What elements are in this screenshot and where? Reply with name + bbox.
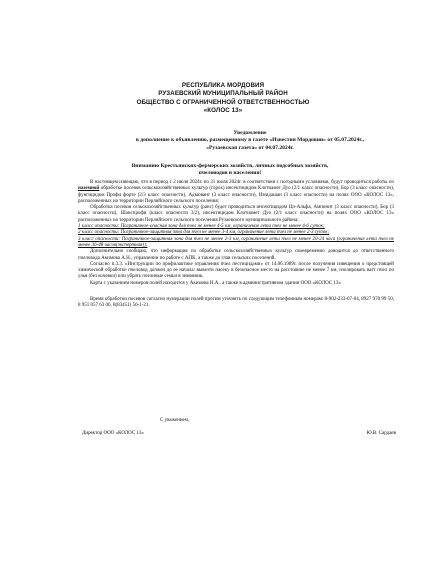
letterhead-company-name: «КОЛОС 13» bbox=[203, 107, 243, 115]
letterhead bbox=[0, 82, 446, 116]
notice-subtitle-2: «Рузаевская газета» от 04.07.2024г. bbox=[206, 144, 294, 151]
paragraph-map: Карта с указанием номеров полей находится у Акимова Н.А., а также в административном здании ООО «КОЛОС 13» bbox=[90, 280, 341, 286]
paragraph-phones: Время обработки посевов согласно нумерации полей просим уточнять по следующим телефонным номерам: 8-902-233-07-04, 8927 970 99 50, 8 951 057 63 06, 8(83451) 56-1-21. bbox=[78, 297, 394, 309]
document-body bbox=[78, 180, 394, 310]
paragraph-instruction: Согласно п.3.3. «Инструкции по профилактике отравления пчел пестицидами» от 14.06.1989г. после получения извещения о предстоящей химической обработке пчеловод должен до ее начала: вывезти пасеку в безопасное место на расстояние не менее 7 км, изолировать ватт пчел по улья (без кочевки) или убрать пчелиные семьи в зимовник. bbox=[78, 261, 394, 280]
hazard-class-2: 2 класс опасности: Пограничное-защитная зона для пчел не менее 3-4 км, ограничение лета пчел не менее 2-3 суток; bbox=[78, 230, 330, 236]
attention-line-1: Вниманию Крестьянских-фермерских хозяйств, личных подсобных хозяйств, bbox=[131, 163, 329, 169]
signature-block bbox=[82, 417, 402, 437]
notice-heading: Уведомление bbox=[233, 130, 267, 136]
notice-subtitle: в дополнение к объявлению, размещенному в газете «Известия Мордовии» от 05.07.2024г., bbox=[135, 137, 365, 144]
letterhead-region: РЕСПУБЛИКА МОРДОВИЯ bbox=[181, 82, 265, 89]
paragraph-text: обработке посевов сельскохозяйственных культур (горох) инсектицидом Клотиамет Дуо (2/1 класс опасности), Бор (3 класс опасности), фунгицидом Профи форте (2/3 класс опасности), Адьювант (3 класс опасности), Имидашан (3 класс опасности) на полях ООО «КОЛОС 13», расположенных на территории Перлийского сельского поселения; bbox=[78, 186, 394, 204]
greeting: С уважением, bbox=[160, 418, 190, 423]
paragraph-pea-treatment bbox=[78, 180, 394, 205]
signer-name: Ю.В. Сардаев bbox=[366, 431, 396, 436]
letterhead-district: РУЗАЕВСКИЙ МУНИЦИПАЛЬНЫЙ РАЙОН bbox=[158, 90, 288, 98]
attention-line-2: пчеловодов и населения! bbox=[198, 170, 262, 177]
paragraph-text: В настоящем извещаю, что в период с 2 июля 2024г. по 31 июля 2024г. в соответствии с погодными условиями, будут проводиться работы по bbox=[90, 180, 394, 185]
hazard-class-1: 1 класс опасности: Пограничное-опасная зона для пчел не менее 4-5 км, ограничение лета пчел не менее 4-6 суток; bbox=[78, 224, 325, 230]
signer-position: Директор ООО «КОЛОС 13» bbox=[82, 431, 144, 436]
paragraph-rapeseed-treatment: Обработка посевов сельскохозяйственных культур (рапс) будет проводиться инсектицидом Цп-Альфа, Ампонит (3 класс опасности), Бор (3 класс опасности), Шанспрофи (класс опасности 3/2), инсектицидом Клотиамет Дуо (2/1 класс опасности) на полях ООО «КОЛОС 13» расположенных на территории Перлийского сельского поселения Рузаевского муниципального района; bbox=[78, 205, 394, 223]
attention-heading bbox=[60, 163, 400, 178]
letterhead-company-type: ОБЩЕСТВО С ОГРАНИЧЕННОЙ ОТВЕТСТВЕННОСТЬЮ bbox=[136, 98, 310, 106]
hazard-class-3: 3 класс опасности: Пограничное-защитная зона для пчел не менее 2-3 км, ограничение лета пчел не менее 20-24 часа (ограничение лета пчел не менее 36-48 часов(экспертная)); bbox=[78, 236, 394, 248]
emphasis-ground: наземной bbox=[78, 186, 100, 192]
paragraph-information: Дополнительно сообщаю, что информация по обработке сельскохозяйственных культур своевременно доводится до ответственного пчеловода Акимова А.Н., управлении по работе с АПК, а также до глав сельских поселений. bbox=[78, 249, 394, 261]
notice-title bbox=[80, 130, 420, 152]
